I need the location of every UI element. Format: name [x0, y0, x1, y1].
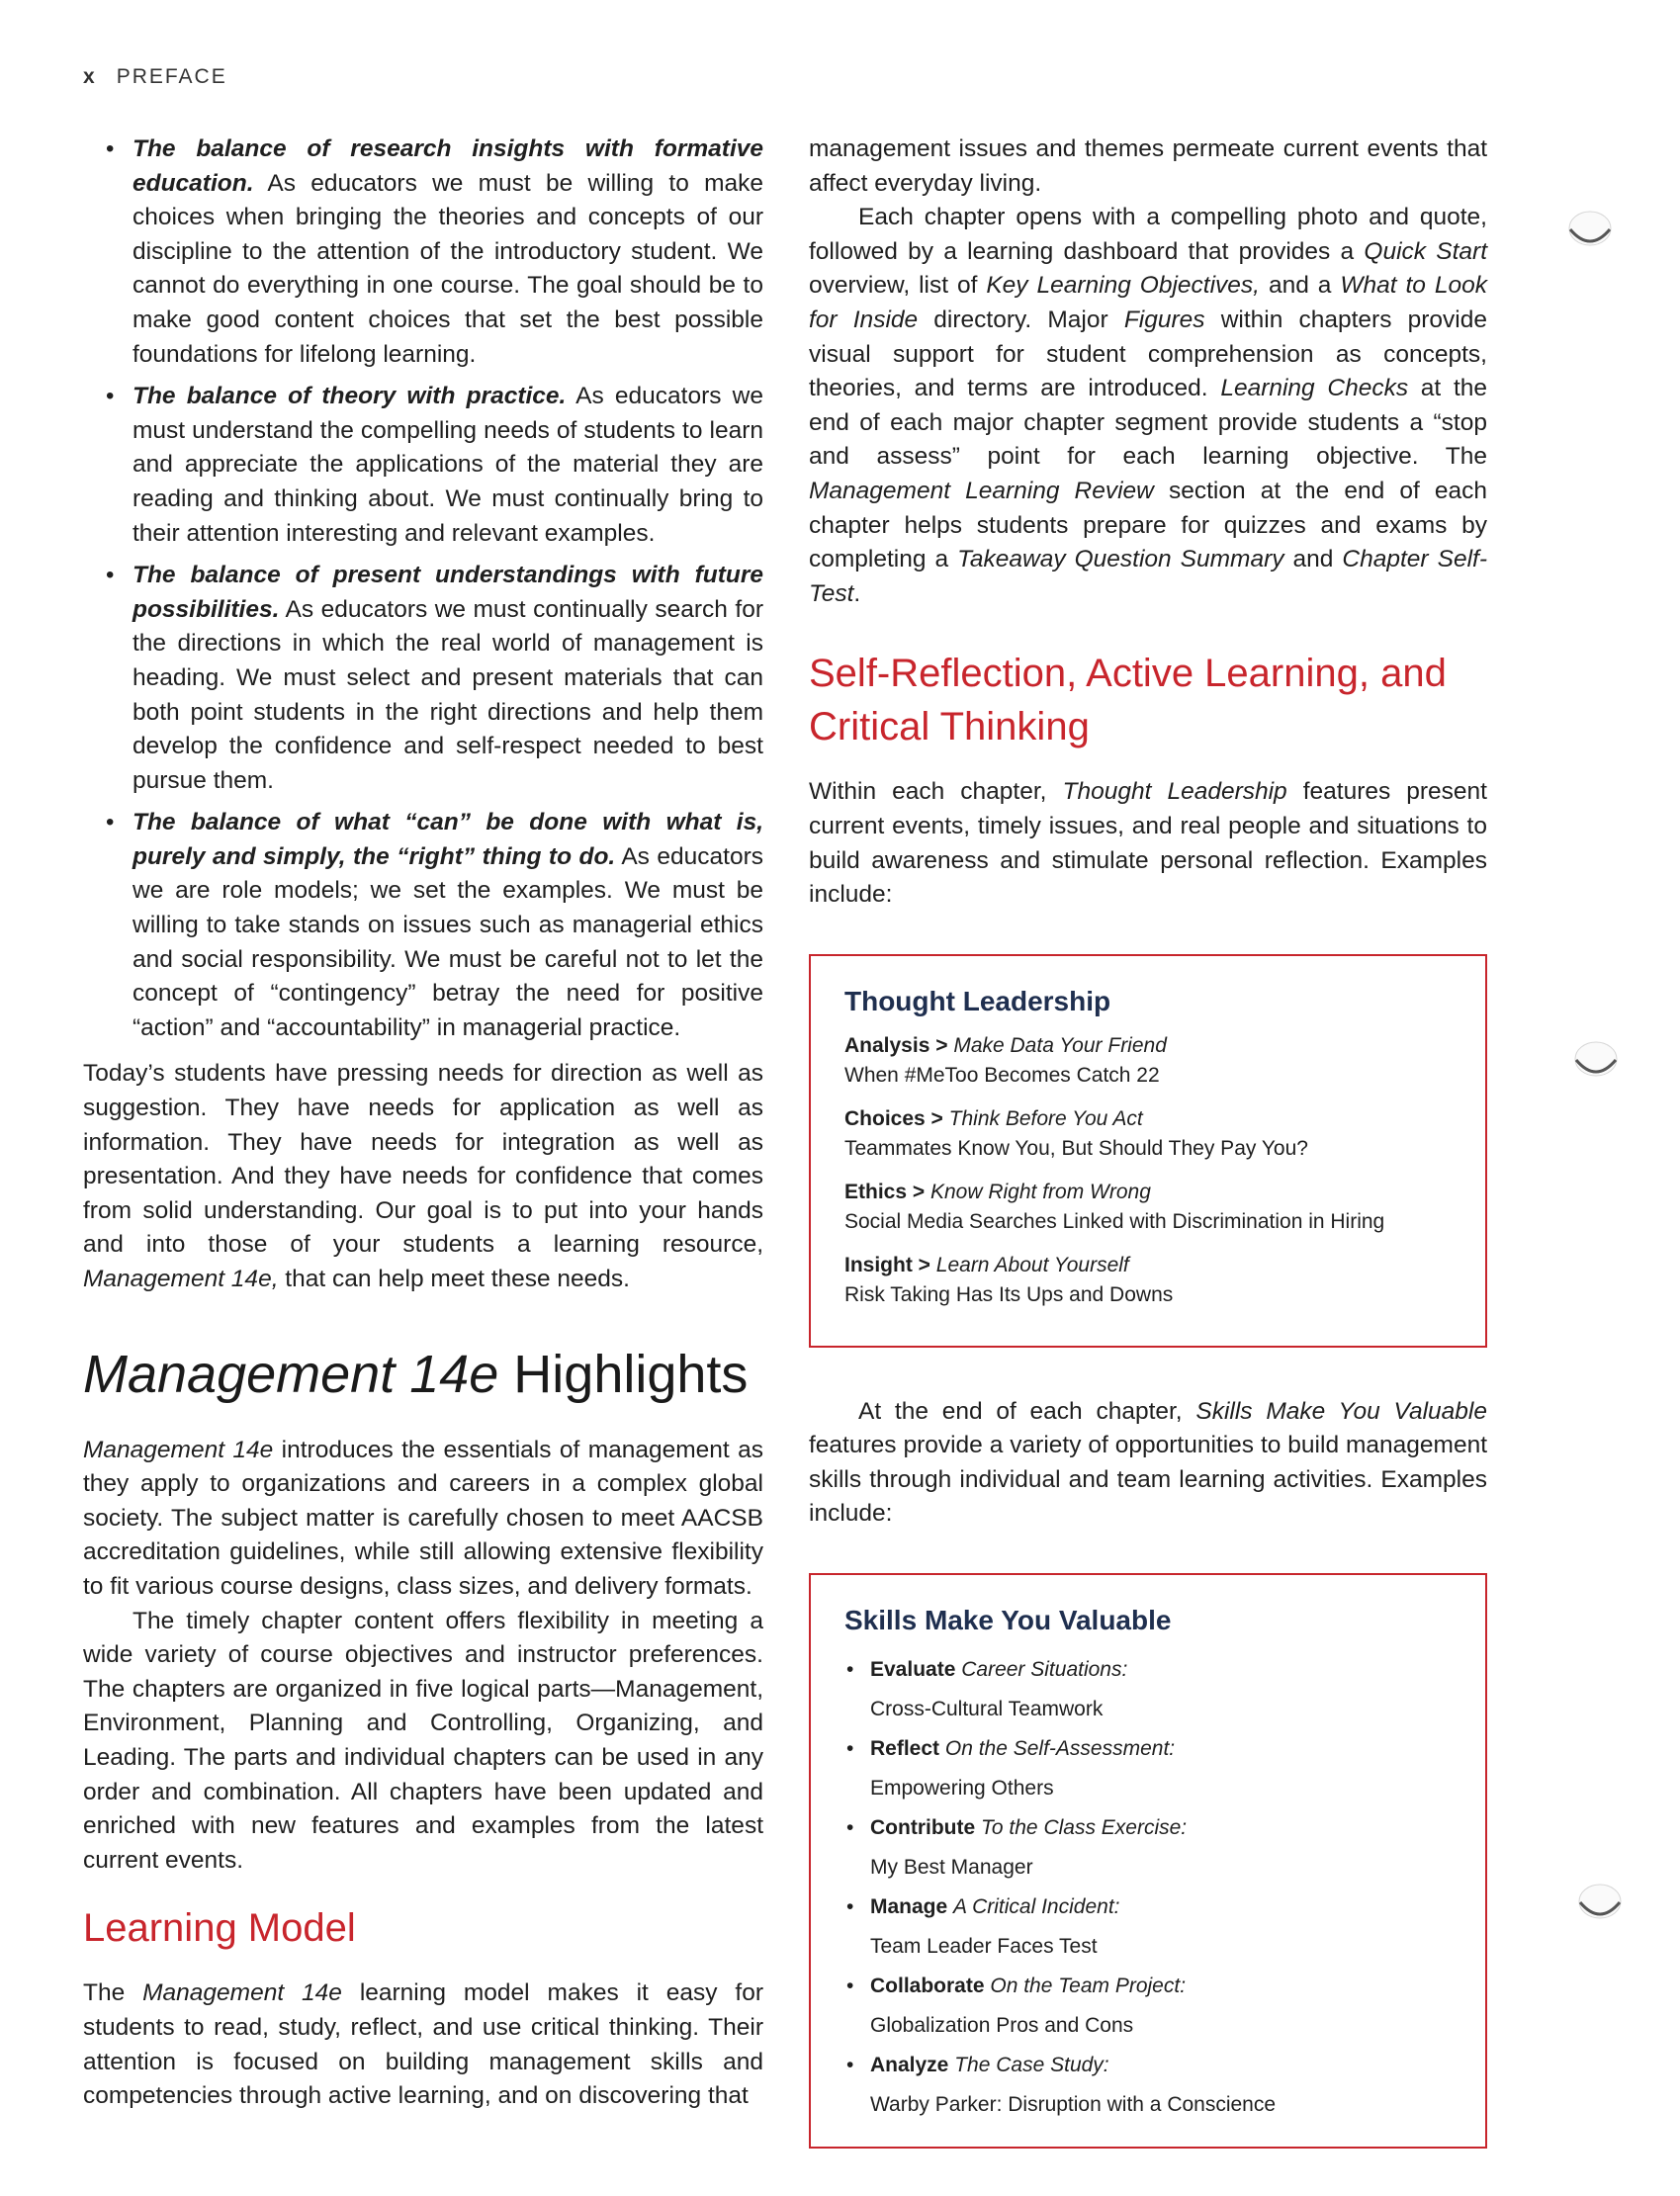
right-column: [809, 132, 1487, 2196]
binder-hole-icon: [1568, 210, 1612, 247]
binder-hole-icon: [1578, 1883, 1622, 1920]
highlights-heading: Management 14e Highlights: [83, 1344, 749, 1404]
thought-entry: Analysis > Make Data Your Friend When #MeToo Becomes Catch 22: [844, 1033, 1167, 1087]
continued-paragraph: management issues and themes permeate current events that affect everyday living.: [809, 135, 1487, 197]
balance-list: [83, 132, 763, 1045]
skills-list: [844, 1650, 1452, 2125]
skills-box: [809, 1573, 1487, 2149]
chapter-features-paragraph: Each chapter opens with a compelling photo and quote, followed by a learning dashboard that provides a Quick Start overview, list of Key Learning Objectives, and a What to Look for Inside directory. Major Figures within chapters provide visual support for student comprehension as concepts, theories, and terms are introduced. Learning Checks at the end of each major chapter segment provide students a “stop and assess” point for each learning objective. The Management Learning Review section at the end of each chapter helps students prepare for quizzes and exams by completing a Takeaway Question Summary and Chapter Self-Test.: [809, 204, 1488, 607]
thought-entry: Ethics > Know Right from Wrong Social Media Searches Linked with Discrimination in Hiring: [844, 1180, 1385, 1233]
skills-item: • Reflect On the Self-Assessment: Empowering Others: [870, 1729, 1452, 1808]
self-reflection-heading: Self-Reflection, Active Learning, and Critical Thinking: [809, 652, 1447, 749]
section-title: PREFACE: [116, 65, 227, 88]
balance-item: • The balance of present understandings with future possibilities. As educators we must continually search for the directions in which the real world of management is heading. We must select and present materials that can both point students in the right directions and help them develop the confidence and self-respect needed to best pursue them.: [133, 559, 763, 798]
balance-item: • The balance of research insights with formative education. As educators we must be willing to make choices when bringing the theories and concepts of our discipline to the attention of the introductory student. We cannot do everything in one course. The goal should be to make good content choices that set the best possible foundations for lifelong learning.: [133, 132, 763, 372]
highlights-paragraph-2: The timely chapter content offers flexibility in meeting a wide variety of course objectives and instructor preferences. The chapters are organized in five logical parts—Management, Environment, Planning and Controlling, Organizing, and Leading. The parts and individual chapters can be used in any order and combination. All chapters have been updated and enriched with new features and examples from the latest current events.: [83, 1607, 763, 1874]
balance-item: • The balance of what “can” be done with what is, purely and simply, the “right” thing to do. As educators we are role models; we set the examples. We must be willing to take stands on issues such as managerial ethics and social responsibility. We must be careful not to let the concept of “contingency” betray the need for positive “action” and “accountability” in managerial practice.: [133, 806, 763, 1045]
skills-item: • Evaluate Career Situations: Cross-Cultural Teamwork: [870, 1650, 1452, 1729]
running-head: [83, 65, 227, 89]
skills-item: • Manage A Critical Incident: Team Leader Faces Test: [870, 1888, 1452, 1967]
skills-paragraph: At the end of each chapter, Skills Make You Valuable features provide a variety of opportunities to build management skills through individual and team learning activities. Examples include:: [809, 1397, 1487, 1528]
page-number: x: [83, 65, 95, 88]
thought-entry: Choices > Think Before You Act Teammates Know You, But Should They Pay You?: [844, 1106, 1308, 1160]
balance-item: • The balance of theory with practice. As educators we must understand the compelling needs of students to learn and appreciate the applications of the material they are reading and thinking about. We must continually bring to their attention interesting and relevant examples.: [133, 380, 763, 551]
learning-model-paragraph: The Management 14e learning model makes it easy for students to read, study, reflect, and use critical thinking. Their attention is focused on building management skills and competencies through active learning, and on discovering that: [83, 1979, 763, 2110]
binder-hole-icon: [1574, 1040, 1618, 1078]
learning-model-heading: Learning Model: [83, 1906, 356, 1951]
skills-box-title: Skills Make You Valuable: [844, 1605, 1172, 1636]
skills-item: • Contribute To the Class Exercise: My Best Manager: [870, 1808, 1452, 1888]
skills-item: • Collaborate On the Team Project: Globalization Pros and Cons: [870, 1967, 1452, 2046]
left-column: [83, 132, 763, 2114]
highlights-paragraph-1: Management 14e introduces the essentials of management as they apply to organizations and careers in a complex global society. The subject matter is carefully chosen to meet AACSB accreditation guidelines, while still allowing extensive flexibility to fit various course designs, class sizes, and delivery formats.: [83, 1436, 763, 1600]
thought-leadership-paragraph: Within each chapter, Thought Leadership features present current events, timely issues, and real people and situations to build awareness and stimulate personal reflection. Examples include:: [809, 778, 1487, 909]
thought-leadership-box-title: Thought Leadership: [844, 985, 1111, 1016]
thought-leadership-box: [809, 954, 1487, 1348]
skills-item: • Analyze The Case Study: Warby Parker: Disruption with a Conscience: [870, 2046, 1452, 2125]
thought-entry: Insight > Learn About Yourself Risk Taking Has Its Ups and Downs: [844, 1253, 1174, 1306]
students-paragraph: Today’s students have pressing needs for direction as well as suggestion. They have needs for application as well as information. They have needs for integration as well as presentation. And they have needs for confidence that comes from solid understanding. Our goal is to put into your hands and into those of your students a learning resource, Management 14e, that can help meet these needs.: [83, 1060, 763, 1292]
